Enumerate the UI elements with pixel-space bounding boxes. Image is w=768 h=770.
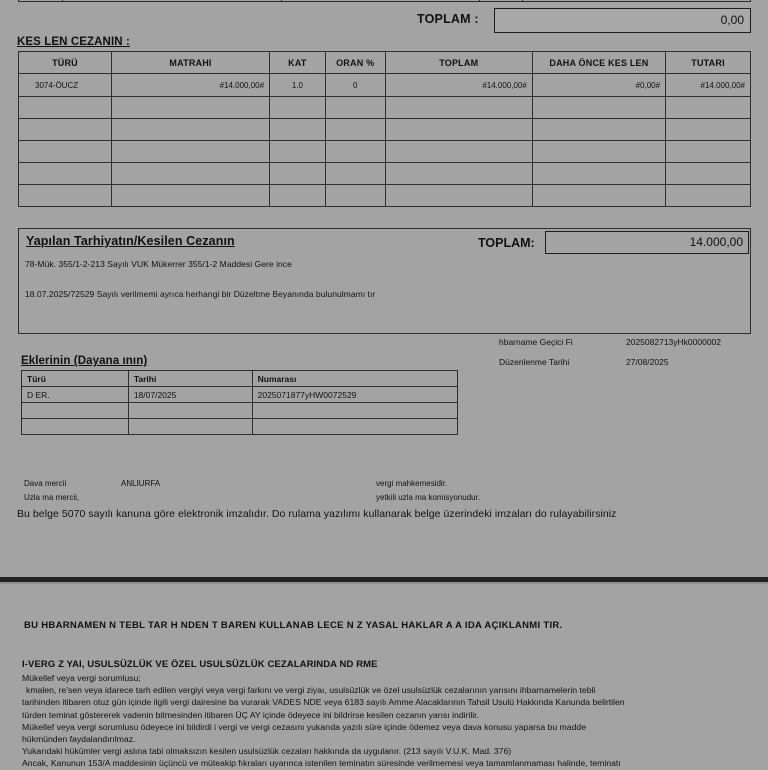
annex-table-header-row	[22, 371, 458, 387]
page-separator-shadow	[0, 582, 768, 584]
table-row	[22, 387, 458, 403]
table-row	[22, 419, 458, 435]
issue-date-label: Düzenlenme Tarihi	[499, 357, 570, 367]
cell-matrahi: #14.000,00#	[111, 74, 269, 97]
cell-tutari: #14.000,00#	[666, 74, 751, 97]
court-venue-label: Dava mercii	[24, 479, 67, 488]
table-row	[19, 97, 751, 119]
assessment-title: Yapılan Tarhiyatın/Kesilen Cezanın	[26, 234, 235, 248]
notice-serial-value: 2025082713yHk0000002	[626, 337, 722, 347]
col-kat: KAT	[270, 52, 326, 74]
table-row	[19, 141, 751, 163]
settlement-venue-suffix: yetkili uzla ma komisyonudur.	[376, 493, 481, 502]
legal-line: türden teminat göstererek vadenin bitmesinden itibaren ÜÇ AY içinde ödeyece ini bildrirse kesilen cezanın yarısı indirilir.	[22, 709, 479, 720]
court-venue-suffix: vergi mahkemesidir.	[376, 479, 448, 488]
col-daha-once: DAHA ÖNCE KES LEN	[532, 52, 665, 74]
col-annex-turu: Türü	[22, 371, 129, 387]
col-matrahi: MATRAHI	[111, 52, 269, 74]
legal-line: Ancak, Kanunun 153/A maddesinin üçüncü ve müteakip fıkraları uyarınca istenilen teminatın süresinde verilmemesi veya tamamlanmaması halinde, teminatı	[22, 758, 621, 769]
col-toplam: TOPLAM	[385, 52, 532, 74]
cell-daha-once: #0,00#	[532, 74, 665, 97]
cell-toplam: #14.000,00#	[385, 74, 532, 97]
cell-annex-turu: D ER.	[22, 387, 129, 403]
notice-serial-label: hbarname Geçici Fi	[499, 337, 573, 347]
penalty-table	[18, 51, 751, 207]
col-oran: ORAN %	[325, 52, 385, 74]
cell-oran: 0	[325, 74, 385, 97]
cell-turu: 3074-ÖUCZ	[19, 74, 112, 97]
table-row	[19, 163, 751, 185]
assessment-total-value: 14.000,00	[545, 231, 749, 254]
legal-line: Mükellef veya vergi sorumlusu ödeyece ini bildirdi i vergi ve vergi cezasını yukarıda yazılı süre içinde ödemez veya dava konusu yaparsa bu madde	[22, 721, 587, 732]
assessment-total-label: TOPLAM:	[478, 236, 535, 250]
table-row	[22, 403, 458, 419]
col-annex-tarihi: Tarihi	[128, 371, 252, 387]
cell-annex-numarasi: 2025071877yHW0072529	[252, 387, 457, 403]
settlement-venue-label: Uzla ma mercii,	[24, 493, 80, 502]
annex-section-heading: Eklerinin (Dayana ının)	[21, 355, 148, 367]
legal-line: Mükellef veya vergi sorumlusu;	[22, 673, 141, 683]
cell-kat: 1.0	[270, 74, 326, 97]
table-row	[19, 119, 751, 141]
court-venue-value: ANLIURFA	[121, 479, 161, 488]
remnant-cell	[282, 0, 479, 1]
table-row	[19, 185, 751, 207]
previous-table-remnant	[18, 0, 751, 2]
remnant-cell	[63, 0, 282, 1]
assessment-line-1: 78-Mük. 355/1-2-213 Sayılı VUK Mükerrer 355/1-2 Maddesi Gere ince	[25, 259, 292, 269]
table-row	[19, 74, 751, 97]
annex-table	[21, 370, 458, 435]
legal-line: kmalen, re'sen veya idarece tarh edilen vergiyi veya vergi farkını ve vergi ziyaı, usulsüzlük ve özel usulsüzlük cezalarının yarısını ihbarnamelerin tebli	[26, 685, 596, 696]
electronic-signature-note: Bu belge 5070 sayılı kanuna göre elektronik imzalıdır. Do rulama yazılımı kullanarak belge üzerindeki imzaları do rulayabilirsiniz	[17, 508, 617, 520]
penalty-section-heading: KES LEN CEZANIN :	[17, 36, 130, 48]
penalty-table-header-row	[19, 52, 751, 74]
legal-line: hükmünden faydalandırılmaz.	[22, 734, 136, 745]
legal-rights-banner: BU HBARNAMEN N TEBL TAR H NDEN T BAREN KULLANAB LECE N Z YASAL HAKLAR A A IDA AÇIKLANMI TIR.	[24, 620, 563, 631]
assessment-line-2: 18.07.2025/72529 Sayılı verilmemi ayrıca herhangi bir Düzeltme Beyanında bulunulmamı tır	[25, 289, 376, 299]
top-total-label: TOPLAM :	[417, 12, 479, 26]
col-tutari: TUTARI	[666, 52, 751, 74]
top-total-value: 0,00	[494, 8, 751, 33]
remnant-cell	[523, 0, 750, 1]
col-turu: TÜRÜ	[19, 52, 112, 74]
top-total-row	[0, 8, 768, 34]
cell-annex-tarihi: 18/07/2025	[128, 387, 252, 403]
remnant-cell	[480, 0, 524, 1]
legal-paragraph	[22, 672, 762, 770]
legal-line: Yukarıdaki hükümler vergi aslına tabi olmaksızın kesilen usulsüzlük cezaları hakkında da uygulanır. (213 sayılı V.U.K. Mad. 376)	[22, 746, 512, 757]
legal-section-title: I-VERG Z YAI, USULSÜZLÜK VE ÖZEL USULSÜZLÜK CEZALARINDA ND RME	[22, 659, 378, 670]
legal-line: tarihinden itibaren otuz gün içinde ilgili vergi dairesine ba vurarak VADES NDE veya 6183 sayılı Amme Alacaklarının Tahsil Usulü Hakkında Kanunda belirtilen	[22, 697, 625, 708]
col-annex-numarasi: Numarası	[252, 371, 457, 387]
issue-date-value: 27/08/2025	[626, 357, 669, 367]
remnant-cell	[19, 0, 63, 1]
